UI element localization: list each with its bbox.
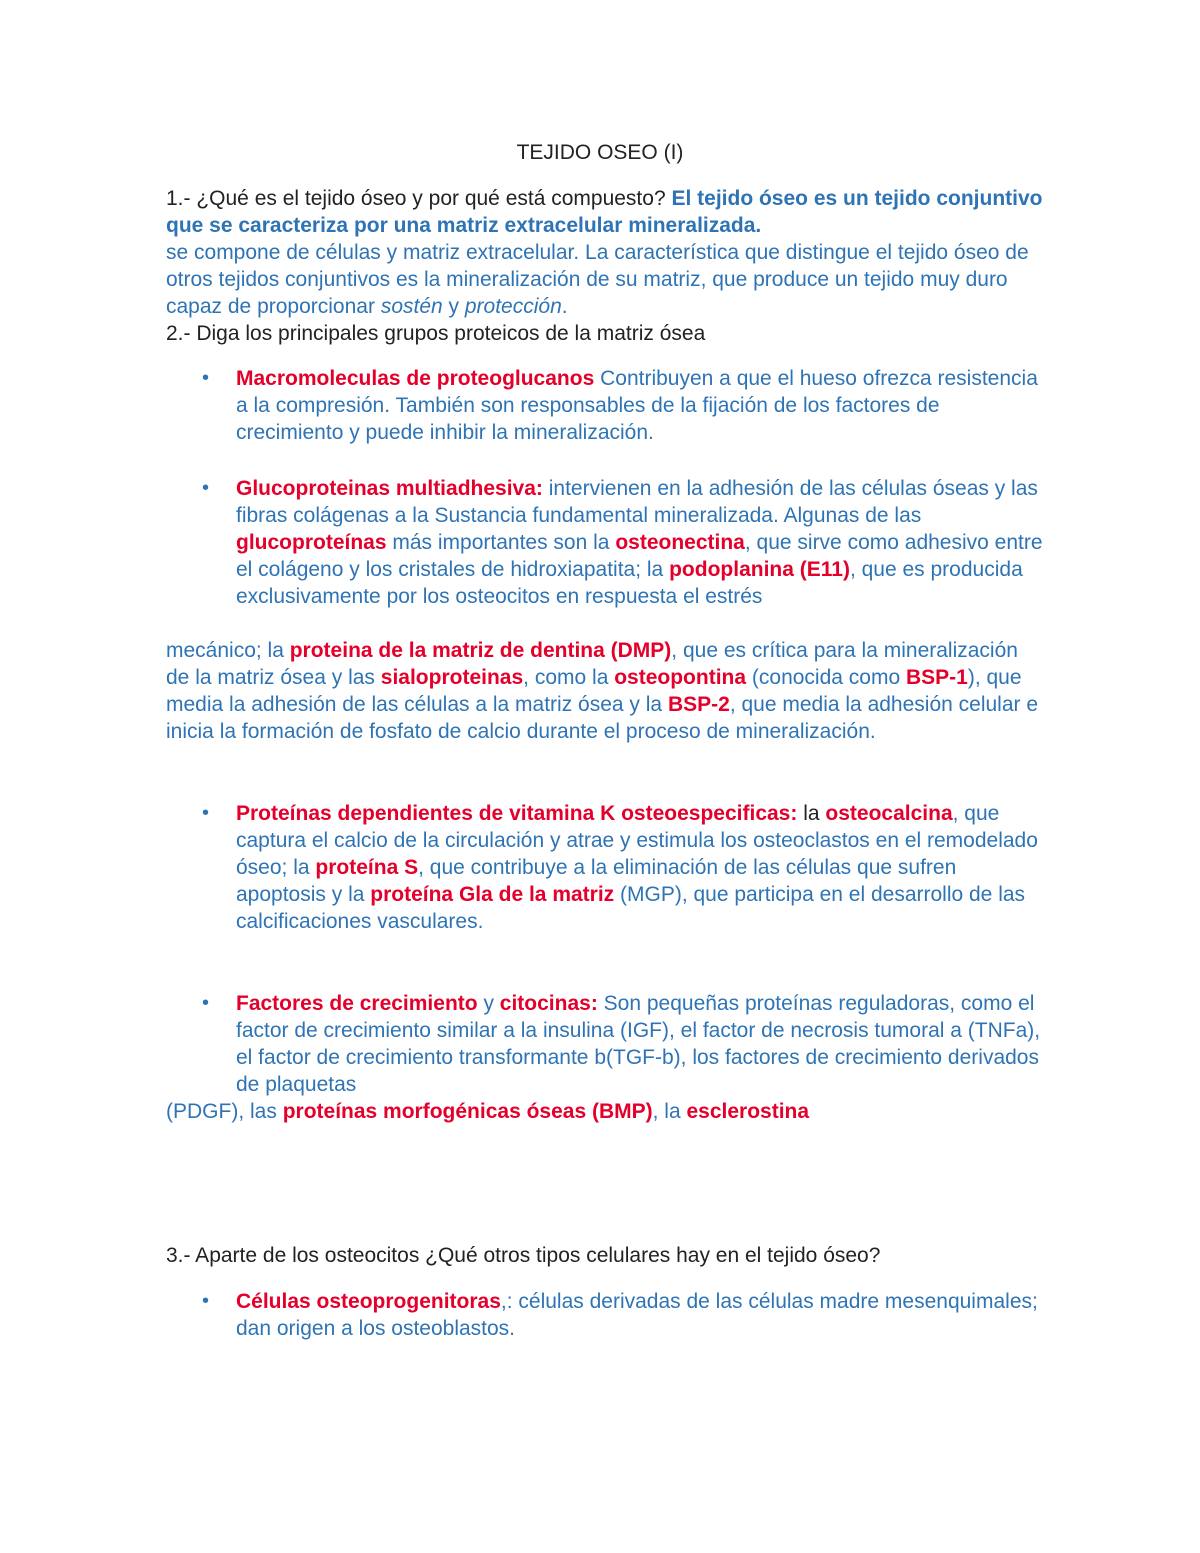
item-text: mecánico; la <box>166 639 284 662</box>
list-item-factores <box>202 990 1046 1098</box>
term-proteina-gla: proteína Gla de la matriz <box>370 883 615 906</box>
item-text: (conocida como <box>751 666 901 689</box>
term-proteina-s: proteína S <box>315 856 419 879</box>
term-esclerostina: esclerostina <box>686 1100 810 1123</box>
item-text: , que contribuye a la eliminación de las células que sufren apoptosis y la <box>236 856 957 906</box>
item-text: (PDGF), las <box>166 1100 277 1123</box>
question-1-text: 1.- ¿Qué es el tejido óseo y por qué está compuesto? <box>166 187 666 210</box>
question-1-answer <box>166 239 1046 320</box>
term-proteoglucanos: Macromoleculas de proteoglucanos <box>236 367 595 390</box>
answer-conjunction: y <box>448 295 460 318</box>
term-sialoproteinas: sialoproteinas <box>380 666 524 689</box>
question-3: 3.- Aparte de los osteocitos ¿Qué otros tipos celulares hay en el tejido óseo? <box>166 1244 881 1267</box>
item-text: ), que media la adhesión de las células a la matriz ósea y la <box>166 666 1022 716</box>
term-osteonectina: osteonectina <box>615 531 745 554</box>
answer-text: se compone de células y matriz extracelular. La característica que distingue el tejido óseo de otros tejidos conjuntivos es la mineralización de su matriz, que produce un tejido muy duro capaz de proporcionar <box>166 241 1029 318</box>
term-citocinas: citocinas: <box>499 992 598 1015</box>
item-text: Contribuyen a que el hueso ofrezca resistencia a la compresión. También son responsables de la fijación de los factores de crecimiento y puede inhibir la mineralización. <box>236 367 1038 444</box>
answer-period: . <box>561 295 568 318</box>
term-glucoproteinas-inline: glucoproteínas <box>236 531 387 554</box>
item-text: más importantes son la <box>392 531 610 554</box>
term-dmp: proteina de la matriz de dentina (DMP) <box>289 639 672 662</box>
term-bsp-1: BSP-1 <box>905 666 968 689</box>
term-osteocalcina: osteocalcina <box>825 802 953 825</box>
answer-emphasis-sosten: sostén <box>380 295 443 318</box>
list-item-vitamina-k <box>202 800 1046 935</box>
bullet-icon: • <box>202 802 210 824</box>
list-item-proteoglucanos <box>202 365 1046 446</box>
answer-emphasis-proteccion: protección <box>464 295 562 318</box>
question-2: 2.- Diga los principales grupos proteicos de la matriz ósea <box>166 322 706 345</box>
item-text: , que captura el calcio de la circulación y atrae y estimula los osteoclastos en el remodelado óseo; la <box>236 802 1038 879</box>
term-glucoproteinas: Glucoproteinas multiadhesiva: <box>236 477 543 500</box>
term-podoplanina: podoplanina (E11) <box>669 558 850 581</box>
item-text: , que es producida exclusivamente por los osteocitos en respuesta el estrés <box>236 558 1023 608</box>
item-text: la <box>803 802 820 825</box>
item-text: , que es crítica para la mineralización de la matriz ósea y las <box>166 639 1018 689</box>
item-text: , que media la adhesión celular e inicia la formación de fosfato de calcio durante el proceso de mineralización. <box>166 693 1039 743</box>
item-text: y <box>483 992 494 1015</box>
factores-continuation <box>166 1098 1046 1125</box>
term-osteoprogenitoras: Células osteoprogenitoras <box>236 1290 501 1313</box>
item-text: , que sirve como adhesivo entre el colágeno y los cristales de hidroxiapatita; la <box>236 531 1043 581</box>
item-text: , como la <box>523 666 609 689</box>
list-item-osteoprogenitoras <box>202 1288 1046 1342</box>
question-1 <box>166 185 1046 239</box>
term-bsp-2: BSP-2 <box>667 693 730 716</box>
term-factores-crecimiento: Factores de crecimiento <box>236 992 478 1015</box>
item-text: intervienen en la adhesión de las células óseas y las fibras colágenas a la Sustancia fundamental mineralizada. Algunas de las <box>236 477 1038 527</box>
glucoproteinas-continuation <box>166 637 1046 745</box>
bullet-icon: • <box>202 367 210 389</box>
item-text: Son pequeñas proteínas reguladoras, como el factor de crecimiento similar a la insulina (IGF), el factor de necrosis tumoral a (TNFa), el factor de crecimiento transformante b(TGF-b), los factores de crecimiento derivados de plaquetas <box>236 992 1041 1096</box>
term-bmp: proteínas morfogénicas óseas (BMP) <box>282 1100 653 1123</box>
term-vitamina-k: Proteínas dependientes de vitamina K osteoespecificas: <box>236 802 798 825</box>
item-text: , la <box>652 1100 681 1123</box>
page-title: TEJIDO OSEO (I) <box>516 141 684 164</box>
list-item-glucoproteinas <box>202 475 1046 610</box>
question-1-block <box>166 185 1046 347</box>
bullet-icon: • <box>202 1290 210 1312</box>
term-osteopontina: osteopontina <box>614 666 747 689</box>
question-3-block <box>166 1242 1046 1269</box>
item-text: (MGP), que participa en el desarrollo de las calcificaciones vasculares. <box>236 883 1026 933</box>
item-text: ,: células derivadas de las células madre mesenquimales; dan origen a los osteoblastos. <box>236 1290 1038 1340</box>
question-1-answer-bold: El tejido óseo es un tejido conjuntivo que se caracteriza por una matriz extracelular mineralizada. <box>166 187 1043 237</box>
bullet-icon: • <box>202 992 210 1014</box>
bullet-icon: • <box>202 477 210 499</box>
